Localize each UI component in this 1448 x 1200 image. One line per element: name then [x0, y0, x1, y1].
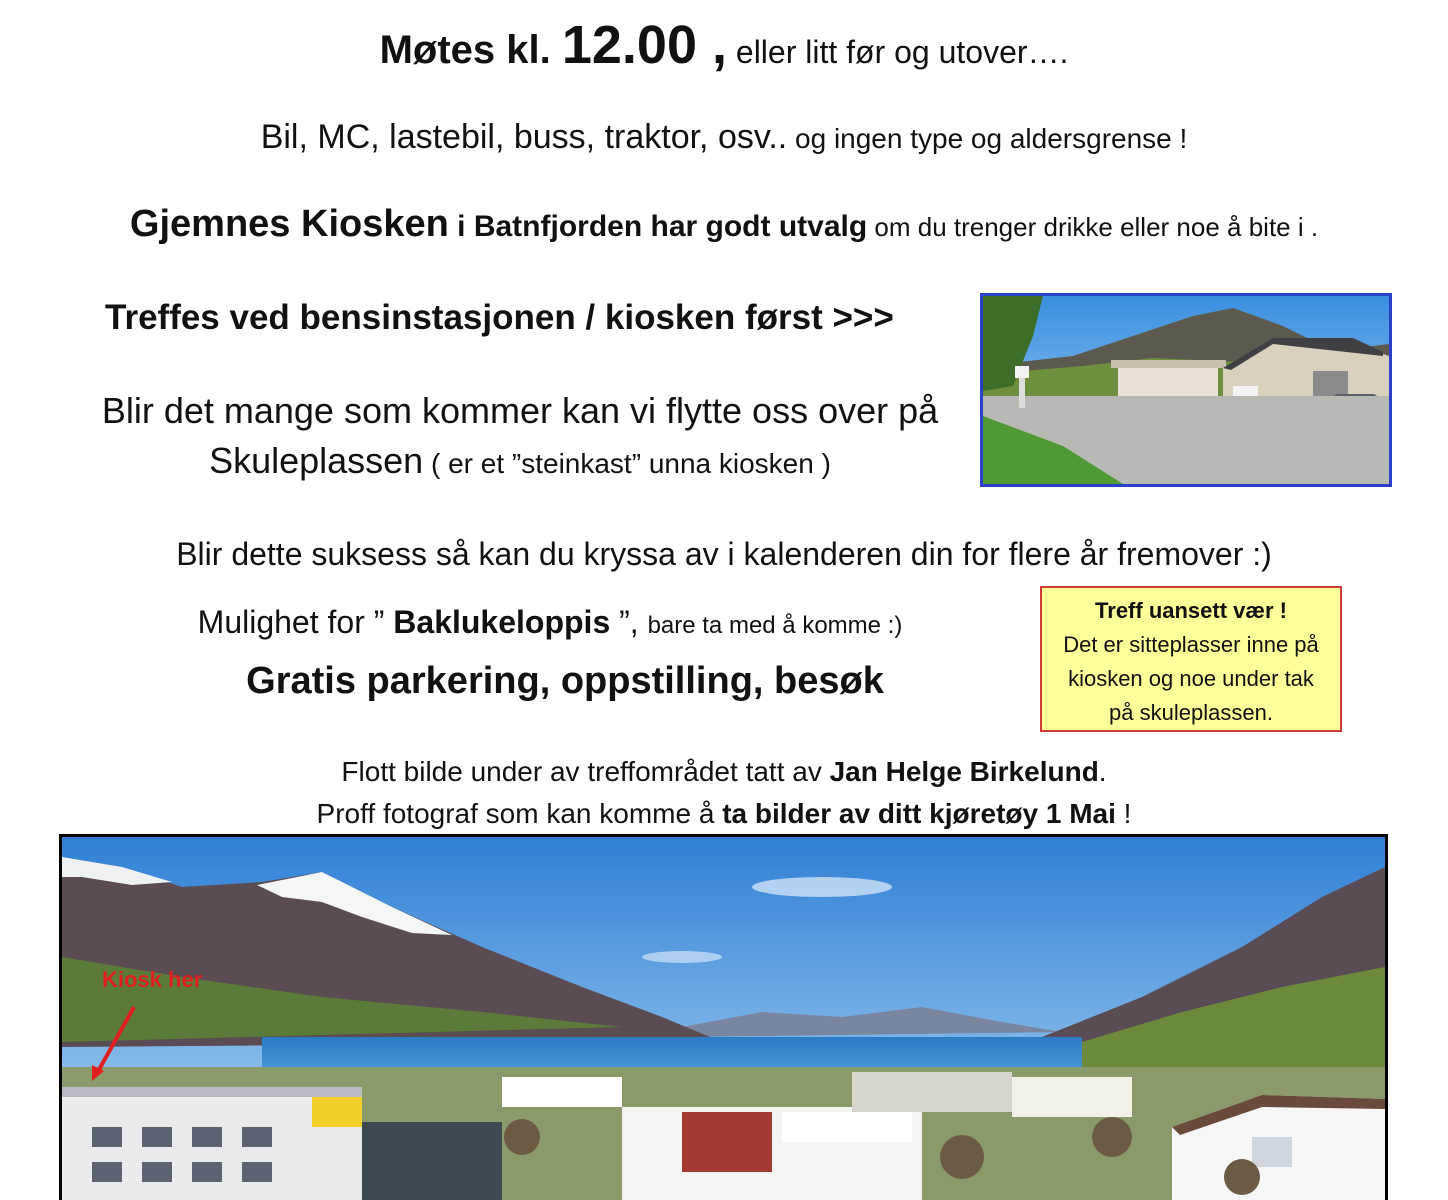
vehicles-line: [0, 118, 1448, 157]
gas-station-photo: [980, 293, 1392, 487]
meeting-time: 12.00: [561, 15, 697, 75]
credit2-prefix: Proff fotograf som kan komme å: [316, 798, 723, 829]
vehicles-note: og ingen type og aldersgrense !: [787, 123, 1188, 154]
flea-prefix: Mulighet for ”: [197, 604, 394, 640]
gas-station-illustration: [983, 296, 1389, 484]
kiosk-note: om du trenger drikke eller noe å bite i .: [867, 212, 1319, 242]
weather-title: Treff uansett vær !: [1095, 598, 1287, 623]
flea-market-line: [0, 604, 1100, 641]
credit2-suffix: !: [1115, 798, 1132, 829]
meeting-comma: ,: [696, 15, 727, 75]
kiosk-name: Gjemnes Kiosken: [129, 203, 449, 245]
flea-suffix: ”,: [610, 604, 648, 640]
move-line-1: Blir det mange som kommer kan vi flytte oss over på: [101, 390, 939, 431]
panorama-illustration: [62, 837, 1385, 1200]
photo-credit-line-2: [0, 798, 1448, 830]
flea-note: bare ta med å komme :): [647, 612, 903, 639]
move-place: Skuleplassen: [209, 440, 424, 481]
credit2-bold: ta bilder av ditt kjøretøy 1 Mai: [722, 798, 1116, 829]
weather-line-1: Det er sitteplasser inne på: [1063, 632, 1319, 657]
photo-credit-line-1: [0, 756, 1448, 788]
photographer-name: Jan Helge Birkelund: [829, 756, 1099, 787]
kiosk-info-line: [0, 203, 1448, 246]
kiosk-here-label: Kiosk her: [102, 967, 203, 992]
move-note: ( er et ”steinkast” unna kiosken ): [423, 448, 831, 479]
success-line: Blir dette suksess så kan du kryssa av i kalenderen din for flere år fremover :): [176, 536, 1272, 572]
panorama-photo: [59, 834, 1388, 1200]
kiosk-place: i Batnfjorden har godt utvalg: [448, 210, 868, 243]
meeting-time-line: [0, 14, 1448, 76]
meeting-prefix: Møtes kl.: [379, 28, 551, 72]
meeting-suffix: eller litt før og utover….: [727, 34, 1069, 70]
credit-prefix: Flott bilde under av treffområdet tatt av: [341, 756, 830, 787]
weather-line-3: på skuleplassen.: [1109, 700, 1273, 725]
free-parking-line: Gratis parkering, oppstilling, besøk: [246, 660, 884, 702]
move-line-2: [0, 440, 1040, 482]
weather-notice-box: [1040, 586, 1342, 732]
credit-suffix: .: [1098, 756, 1107, 787]
vehicles-list: Bil, MC, lastebil, buss, traktor, osv..: [260, 118, 788, 156]
weather-line-2: kiosken og noe under tak: [1068, 666, 1314, 691]
meet-first-line: Treffes ved bensinstasjonen / kiosken først >>>: [105, 298, 894, 337]
flea-name: Baklukeloppis: [393, 604, 611, 640]
